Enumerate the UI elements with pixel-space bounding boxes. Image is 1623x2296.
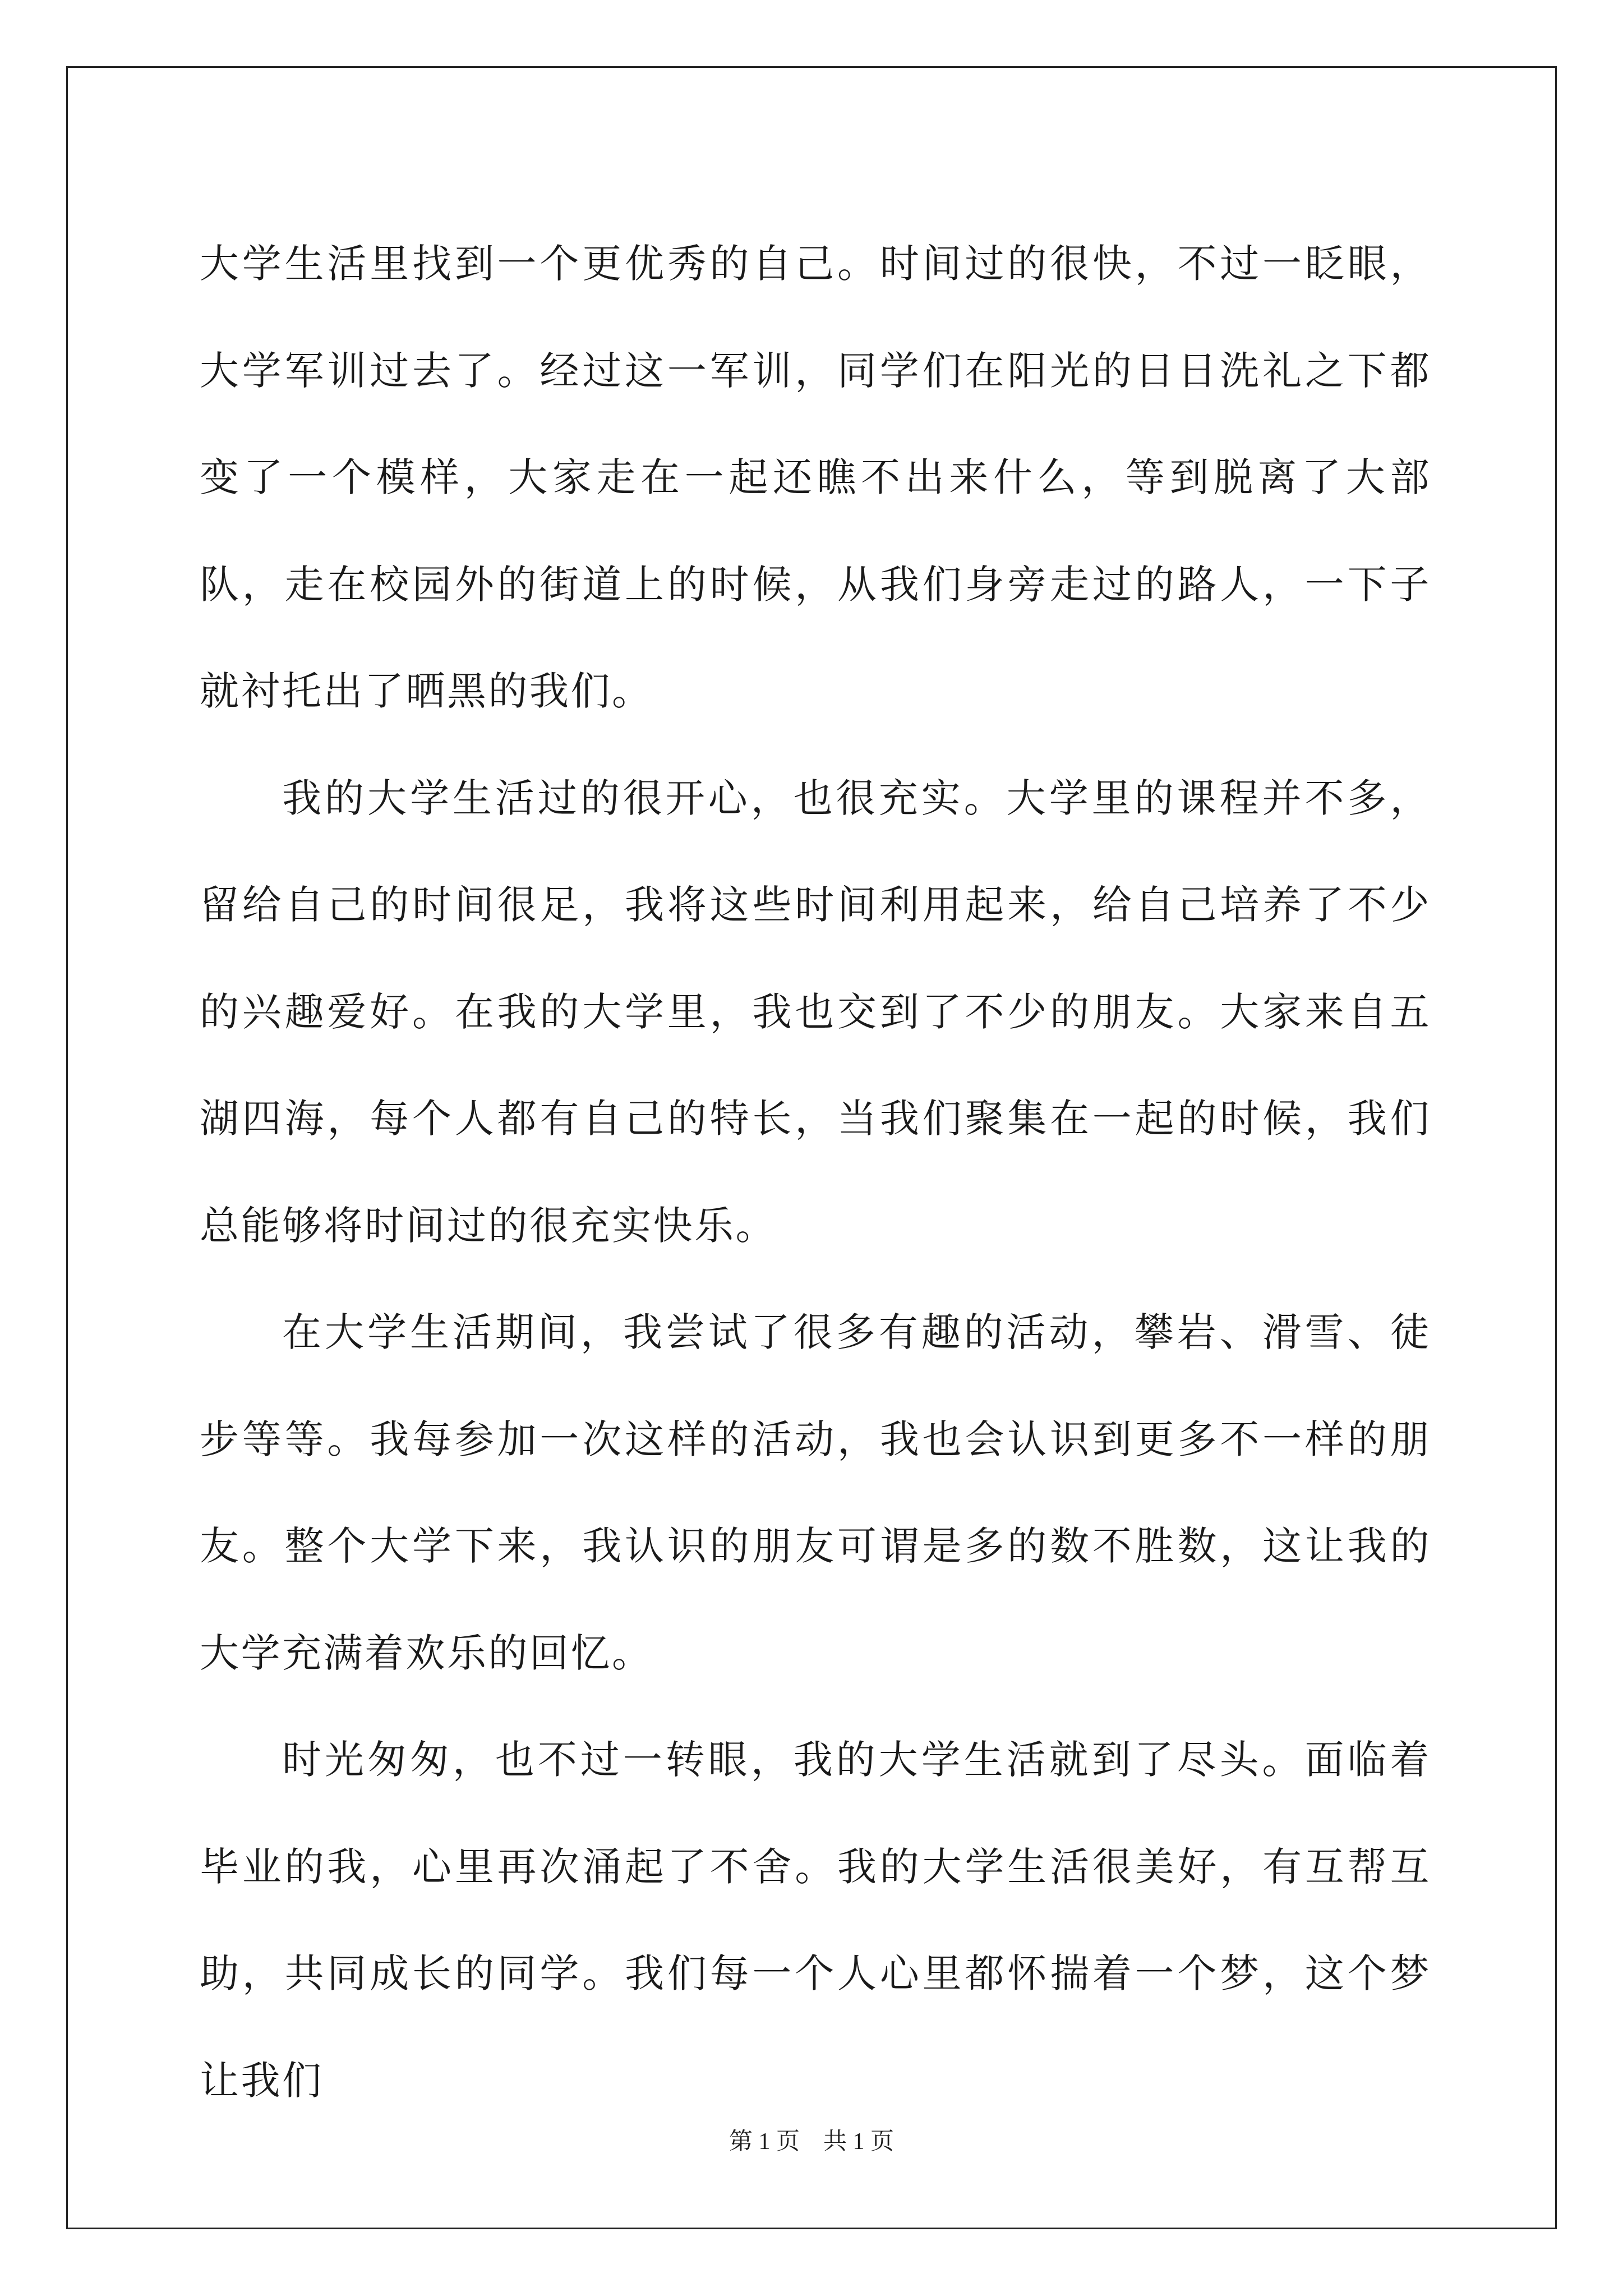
page-total: 共 1 页 — [823, 2129, 895, 2155]
document-body — [200, 210, 1431, 2134]
paragraph-4: 时光匆匆，也不过一转眼，我的大学生活就到了尽头。面临着毕业的我，心里再次涌起了不舍。我的大学生活很美好，有互帮互助，共同成长的同学。我们每一个人心里都怀揣着一个梦，这个梦让我们 — [200, 1737, 1431, 2104]
paragraph-1: 大学生活里找到一个更优秀的自己。时间过的很快，不过一眨眼，大学军训过去了。经过这一军训，同学们在阳光的日日洗礼之下都变了一个模样，大家走在一起还瞧不出来什么，等到脱离了大部队，走在校园外的街道上的时候，从我们身旁走过的路人，一下子就衬托出了晒黑的我们。 — [200, 241, 1431, 714]
footer-spacer — [800, 2129, 823, 2155]
paragraph-2: 我的大学生活过的很开心，也很充实。大学里的课程并不多，留给自己的时间很足，我将这些时间利用起来，给自己培养了不少的兴趣爱好。在我的大学里，我也交到了不少的朋友。大家来自五湖四海，每个人都有自己的特长，当我们聚集在一起的时候，我们总能够将时间过的很充实快乐。 — [200, 775, 1431, 1249]
paragraph-3: 在大学生活期间，我尝试了很多有趣的活动，攀岩、滑雪、徒步等等。我每参加一次这样的活动，我也会认识到更多不一样的朋友。整个大学下来，我认识的朋友可谓是多的数不胜数，这让我的大学充满着欢乐的回忆。 — [200, 1309, 1431, 1676]
page-number: 第 1 页 — [728, 2129, 800, 2155]
page-footer — [0, 2125, 1623, 2159]
